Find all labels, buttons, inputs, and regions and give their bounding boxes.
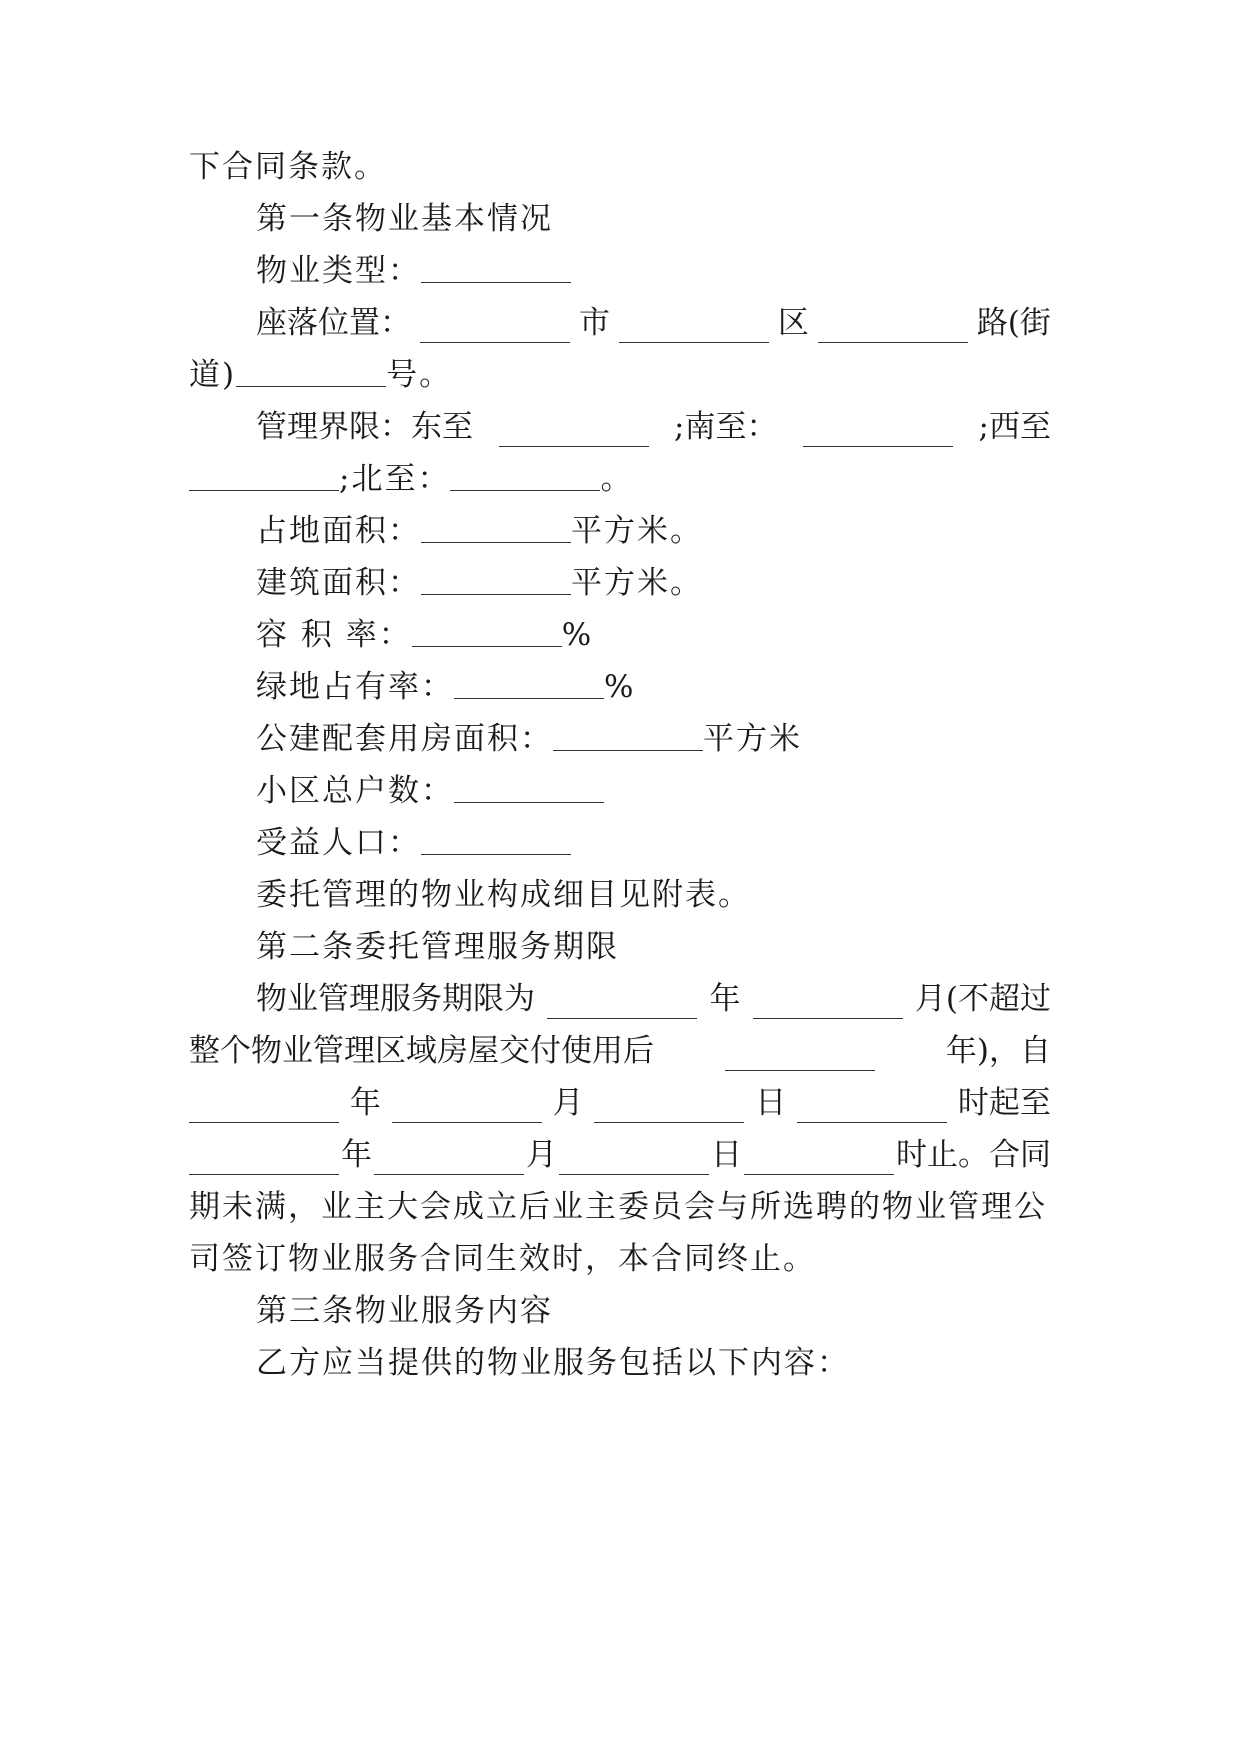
label: 整个物业管理区域房屋交付使用后 — [189, 1033, 654, 1069]
label: 平方米。 — [571, 565, 703, 601]
fill-blank — [744, 1146, 894, 1175]
paragraph-text: 乙方应当提供的物业服务包括以下内容： — [256, 1345, 850, 1381]
fill-blank — [797, 1094, 947, 1123]
paragraph-text: 委托管理的物业构成细目见附表。 — [256, 877, 751, 913]
text-line — [189, 1239, 1051, 1279]
fill-blank — [594, 1094, 744, 1123]
paragraph-text: 下合同条款。 — [189, 149, 387, 185]
term-line — [256, 979, 1051, 1019]
fill-blank — [412, 618, 562, 647]
label: 建筑面积： — [256, 565, 421, 601]
label: 物业管理服务期限为 — [256, 981, 535, 1017]
label: 年)，自 — [945, 1033, 1051, 1069]
label: 区 — [777, 305, 809, 341]
label: 日 — [711, 1137, 742, 1173]
fill-blank — [189, 1146, 339, 1175]
label: 年 — [349, 1085, 381, 1121]
label: 日 — [755, 1085, 787, 1121]
text-line — [189, 1187, 1051, 1227]
fill-blank — [421, 254, 571, 283]
section-heading-1 — [256, 199, 1051, 239]
fill-blank — [559, 1146, 709, 1175]
fill-blank — [421, 566, 571, 595]
fill-blank — [421, 514, 571, 543]
text-line — [256, 875, 1051, 915]
land-area-line — [256, 511, 1051, 551]
section-heading-3 — [256, 1291, 1051, 1331]
boundary-line — [256, 407, 1051, 447]
label: 受益人口： — [256, 825, 421, 861]
heading-text: 第三条物业服务内容 — [256, 1293, 553, 1329]
boundary-line-cont — [189, 459, 1051, 499]
public-housing-area-line — [256, 719, 1051, 759]
label: 月 — [552, 1085, 584, 1121]
plot-ratio-line — [256, 615, 1051, 655]
location-line-cont — [189, 355, 1051, 395]
label: 绿地占有率： — [256, 669, 454, 705]
text-line — [189, 147, 1051, 187]
end-date-line — [189, 1135, 1051, 1175]
label: 平方米。 — [571, 513, 703, 549]
label: 月 — [526, 1137, 557, 1173]
fill-blank — [236, 358, 386, 387]
heading-text: 第二条委托管理服务期限 — [256, 929, 619, 965]
term-line-cont — [189, 1031, 1051, 1071]
label: 路(街 — [976, 305, 1051, 341]
fill-blank — [420, 314, 570, 343]
heading-text: 第一条物业基本情况 — [256, 201, 553, 237]
property-type-line — [256, 251, 1051, 291]
label: 市 — [578, 305, 610, 341]
label: 容 积 率： — [256, 617, 412, 653]
green-ratio-line — [256, 667, 1051, 707]
label: 管理界限：东至 — [256, 409, 473, 445]
label: 座落位置： — [256, 305, 411, 341]
fill-blank — [803, 418, 953, 447]
fill-blank — [454, 670, 604, 699]
label: ;西至 — [978, 409, 1051, 445]
label: ;南至： — [674, 409, 778, 445]
label: 道) — [189, 357, 237, 393]
fill-blank — [189, 462, 339, 491]
fill-blank — [374, 1146, 524, 1175]
fill-blank — [725, 1042, 875, 1071]
households-line — [256, 771, 1051, 811]
start-date-line — [189, 1083, 1051, 1123]
label: 公建配套用房面积： — [256, 721, 553, 757]
label: 年 — [709, 981, 741, 1017]
label: 年 — [341, 1137, 372, 1173]
label: 。 — [600, 461, 634, 497]
label: 时止。合同 — [896, 1137, 1051, 1173]
fill-blank — [189, 1094, 339, 1123]
population-line — [256, 823, 1051, 863]
fill-blank — [547, 990, 697, 1019]
label: % — [604, 669, 636, 705]
label: 小区总户数： — [256, 773, 454, 809]
label: ;北至： — [339, 461, 451, 497]
label: 物业类型： — [256, 253, 421, 289]
paragraph-text: 期未满，业主大会成立后业主委员会与所选聘的物业管理公 — [189, 1189, 1047, 1225]
fill-blank — [818, 314, 968, 343]
building-area-line — [256, 563, 1051, 603]
label: % — [561, 617, 594, 653]
label: 占地面积： — [256, 513, 421, 549]
label: 号。 — [386, 357, 453, 393]
fill-blank — [454, 774, 604, 803]
label: 平方米 — [703, 721, 802, 757]
label: 时起至 — [957, 1085, 1051, 1121]
fill-blank — [450, 462, 600, 491]
fill-blank — [619, 314, 769, 343]
label: 月(不超过 — [914, 981, 1051, 1017]
location-line — [256, 303, 1051, 343]
fill-blank — [553, 722, 703, 751]
paragraph-text: 司签订物业服务合同生效时，本合同终止。 — [189, 1241, 816, 1277]
fill-blank — [421, 826, 571, 855]
section-heading-2 — [256, 927, 1051, 967]
fill-blank — [753, 990, 903, 1019]
fill-blank — [499, 418, 649, 447]
fill-blank — [392, 1094, 542, 1123]
text-line — [256, 1343, 1051, 1383]
